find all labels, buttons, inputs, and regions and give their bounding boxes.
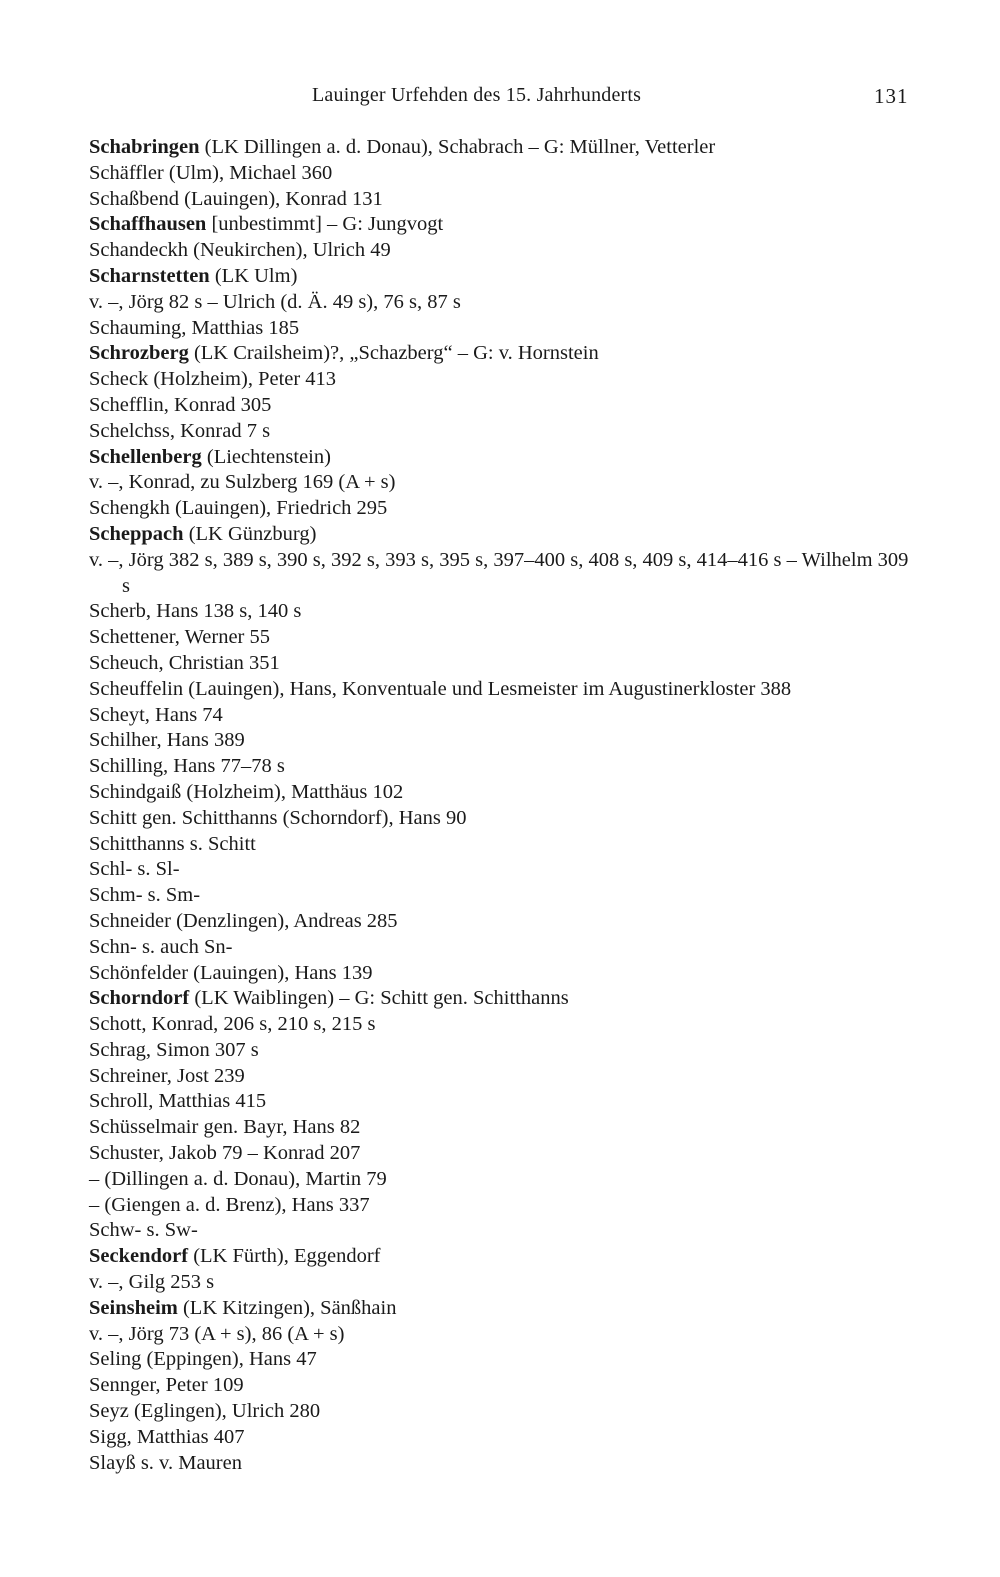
index-entry-text: Seling (Eppingen), Hans 47 — [89, 1348, 317, 1371]
index-entry-text: – (Dillingen a. d. Donau), Martin 79 — [89, 1167, 387, 1190]
index-entry — [89, 1089, 919, 1115]
index-entry — [89, 728, 919, 754]
index-entry-text: Schefflin, Konrad 305 — [89, 393, 272, 416]
index-entry-text: Schindgaiß (Holzheim), Matthäus 102 — [89, 780, 404, 803]
index-entry-text: Schäffler (Ulm), Michael 360 — [89, 161, 333, 184]
index-entry-text: Schitthanns s. Schitt — [89, 832, 256, 855]
index-entry — [89, 1141, 919, 1167]
index-entry-text: Schrag, Simon 307 s — [89, 1038, 259, 1061]
index-entry-place-name: Schrozberg — [89, 342, 189, 365]
index-entry-text: v. –, Jörg 82 s – Ulrich (d. Ä. 49 s), 76 s, 87 s — [89, 290, 461, 313]
index-entry-text: [unbestimmt] – G: Jungvogt — [206, 213, 444, 236]
index-entry — [89, 806, 919, 832]
index-entry — [89, 651, 919, 677]
index-entry — [89, 935, 919, 961]
index-entry — [89, 1373, 919, 1399]
index-entry-text: (LK Ulm) — [209, 264, 298, 287]
index-entry-text: Schroll, Matthias 415 — [89, 1090, 267, 1113]
index-entry — [89, 367, 919, 393]
index-entry — [89, 264, 919, 290]
index-entry — [89, 341, 919, 367]
index-entry-text: v. –, Jörg 73 (A + s), 86 (A + s) — [89, 1322, 345, 1345]
index-entry — [89, 522, 919, 548]
index-entry-text: Seyz (Eglingen), Ulrich 280 — [89, 1400, 321, 1423]
page-number: 131 — [874, 84, 909, 108]
index-entry — [89, 677, 919, 703]
index-entry — [89, 780, 919, 806]
index-entry — [89, 135, 919, 161]
index-entry-text: Scheck (Holzheim), Peter 413 — [89, 368, 337, 391]
index-entry — [89, 599, 919, 625]
index-entry-text: Schneider (Denzlingen), Andreas 285 — [89, 909, 398, 932]
index-entry — [89, 857, 919, 883]
index-entry — [89, 212, 919, 238]
index-entry — [89, 290, 919, 316]
index-entry — [89, 316, 919, 342]
index-entry-text: (LK Fürth), Eggendorf — [188, 1245, 381, 1268]
index-entry — [89, 1012, 919, 1038]
index-entry — [89, 548, 919, 600]
index-entry-text: Schandeckh (Neukirchen), Ulrich 49 — [89, 239, 391, 262]
index-list — [89, 135, 919, 1476]
index-entry — [89, 625, 919, 651]
index-entry-text: (LK Kitzingen), Sänßhain — [177, 1296, 397, 1319]
index-entry-text: v. –, Konrad, zu Sulzberg 169 (A + s) — [89, 471, 396, 494]
index-entry-text: Sigg, Matthias 407 — [89, 1425, 245, 1448]
index-entry — [89, 187, 919, 213]
index-entry — [89, 832, 919, 858]
index-entry — [89, 1296, 919, 1322]
index-entry-text: Scheyt, Hans 74 — [89, 703, 223, 726]
index-entry — [89, 1244, 919, 1270]
index-entry-text: v. –, Jörg 382 s, 389 s, 390 s, 392 s, 393 s, 395 s, 397–400 s, 408 s, 409 s, 414–416 s – Wilhelm 309 s — [89, 548, 909, 597]
index-entry-text: (LK Waiblingen) – G: Schitt gen. Schitthanns — [189, 987, 569, 1010]
index-entry-place-name: Seinsheim — [89, 1296, 178, 1319]
index-entry-text: Schauming, Matthias 185 — [89, 316, 300, 339]
index-entry-text: Scherb, Hans 138 s, 140 s — [89, 600, 302, 623]
index-entry — [89, 1322, 919, 1348]
index-entry-text: – (Giengen a. d. Brenz), Hans 337 — [89, 1193, 370, 1216]
index-entry-text: Schengkh (Lauingen), Friedrich 295 — [89, 497, 388, 520]
index-entry-place-name: Schabringen — [89, 136, 200, 158]
index-entry-text: Schott, Konrad, 206 s, 210 s, 215 s — [89, 1013, 376, 1036]
index-entry — [89, 909, 919, 935]
running-title: Lauinger Urfehden des 15. Jahrhunderts — [312, 84, 642, 106]
index-entry-text: Schm- s. Sm- — [89, 884, 201, 907]
index-entry-text: (Liechtenstein) — [201, 445, 331, 468]
index-entry — [89, 419, 919, 445]
index-entry-text: Schreiner, Jost 239 — [89, 1064, 245, 1087]
index-entry-text: v. –, Gilg 253 s — [89, 1271, 215, 1294]
index-entry — [89, 986, 919, 1012]
index-entry-place-name: Scharnstetten — [89, 264, 210, 287]
index-entry-place-name: Scheppach — [89, 522, 184, 545]
index-entry-text: (LK Crailsheim)?, „Schazberg“ – G: v. Hornstein — [188, 342, 599, 365]
index-entry — [89, 1038, 919, 1064]
index-entry — [89, 238, 919, 264]
index-entry — [89, 161, 919, 187]
index-entry — [89, 1399, 919, 1425]
index-entry — [89, 1451, 919, 1477]
index-entry — [89, 754, 919, 780]
index-entry-text: (LK Dillingen a. d. Donau), Schabrach – G: Müllner, Vetterler — [199, 136, 716, 158]
index-entry — [89, 1167, 919, 1193]
index-entry — [89, 1347, 919, 1373]
running-head — [0, 84, 1000, 112]
index-entry — [89, 961, 919, 987]
index-entry-text: Schw- s. Sw- — [89, 1219, 198, 1242]
index-entry-text: Schelchss, Konrad 7 s — [89, 419, 271, 442]
index-entry — [89, 1425, 919, 1451]
index-entry — [89, 1064, 919, 1090]
index-entry-text: Schuster, Jakob 79 – Konrad 207 — [89, 1142, 361, 1165]
index-entry-text: Schl- s. Sl- — [89, 858, 180, 881]
index-entry — [89, 496, 919, 522]
index-entry — [89, 445, 919, 471]
index-entry-text: Schettener, Werner 55 — [89, 626, 271, 649]
index-entry-text: Schitt gen. Schitthanns (Schorndorf), Hans 90 — [89, 806, 467, 829]
index-entry — [89, 393, 919, 419]
index-entry — [89, 1270, 919, 1296]
index-entry-text: Scheuch, Christian 351 — [89, 651, 280, 674]
index-entry-text: Scheuffelin (Lauingen), Hans, Konventuale und Lesmeister im Augustinerkloster 388 — [89, 677, 792, 700]
index-entry-place-name: Schorndorf — [89, 987, 190, 1010]
index-entry-text: Sennger, Peter 109 — [89, 1374, 244, 1397]
index-entry-text: Schilling, Hans 77–78 s — [89, 755, 285, 778]
index-entry-text: Schaßbend (Lauingen), Konrad 131 — [89, 187, 383, 210]
index-entry-text: Slayß s. v. Mauren — [89, 1451, 242, 1474]
index-entry-text: (LK Günzburg) — [183, 522, 317, 545]
index-entry — [89, 1218, 919, 1244]
index-entry — [89, 883, 919, 909]
index-entry-text: Schönfelder (Lauingen), Hans 139 — [89, 961, 373, 984]
index-entry-place-name: Schellenberg — [89, 445, 202, 468]
index-entry — [89, 1193, 919, 1219]
index-entry-text: Schn- s. auch Sn- — [89, 935, 233, 958]
index-entry — [89, 470, 919, 496]
index-entry-text: Schüsselmair gen. Bayr, Hans 82 — [89, 1116, 361, 1139]
index-entry — [89, 703, 919, 729]
index-entry — [89, 1115, 919, 1141]
index-entry-place-name: Seckendorf — [89, 1245, 189, 1268]
index-entry-place-name: Schaffhausen — [89, 213, 207, 236]
index-entry-text: Schilher, Hans 389 — [89, 729, 245, 752]
